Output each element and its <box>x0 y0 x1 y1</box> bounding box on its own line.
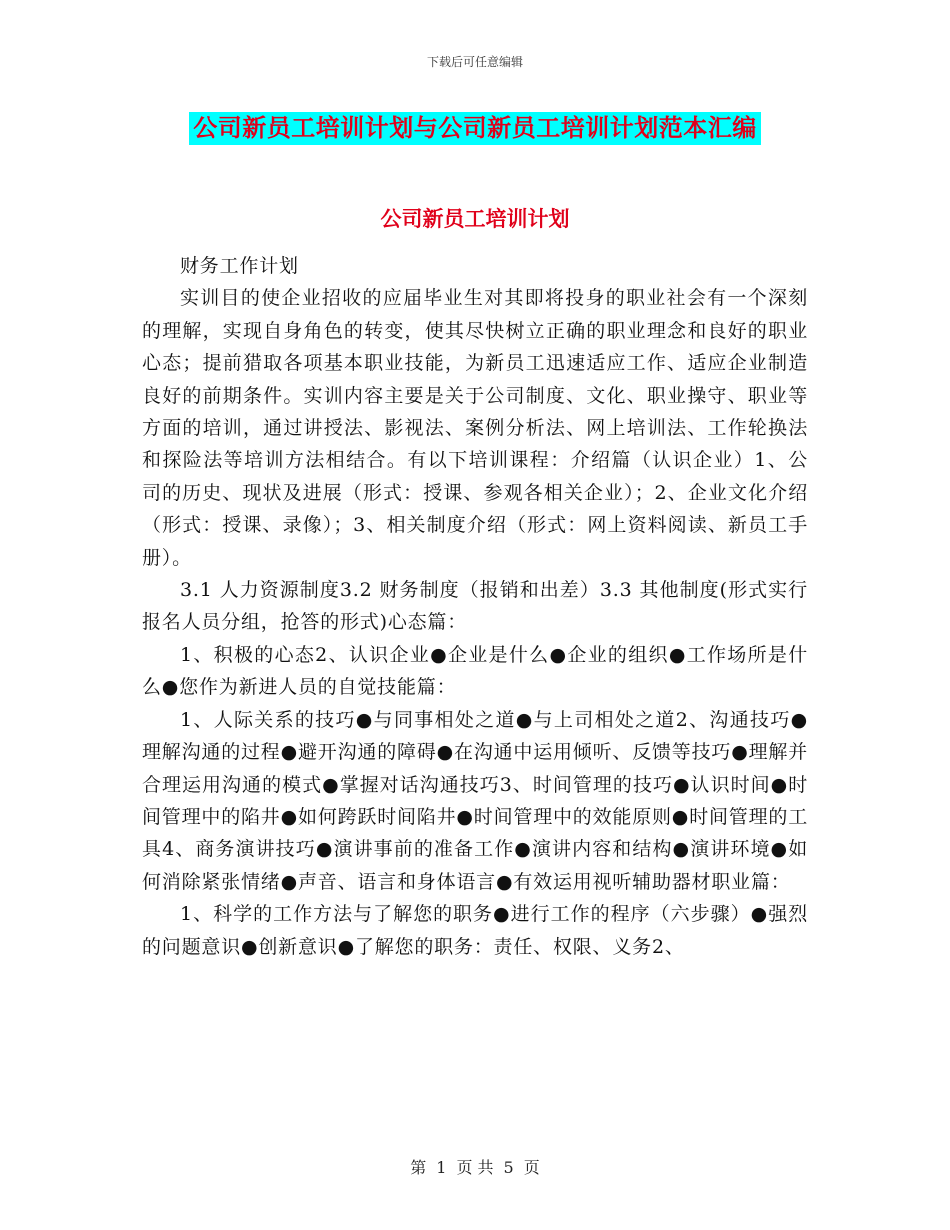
footer-total-pages: 5 <box>503 1158 514 1177</box>
paragraph: 1、积极的心态2、认识企业●企业是什么●企业的组织●工作场所是什么●您作为新进人员的自觉技能篇： <box>142 643 808 699</box>
paragraph: 3.1 人力资源制度3.2 财务制度（报销和出差）3.3 其他制度(形式实行报名人员分组，抢答的形式)心态篇： <box>142 579 808 634</box>
paragraph: 1、人际关系的技巧●与同事相处之道●与上司相处之道2、沟通技巧●理解沟通的过程●避开沟通的障碍●在沟通中运用倾听、反馈等技巧●理解并合理运用沟通的模式●掌握对话沟通技巧3、时间管理的技巧●认识时间●时间管理中的陷井●如何跨跃时间陷井●时间管理中的效能原则●时间管理的工具4、商务演讲技巧●演讲事前的准备工作●演讲内容和结构●演讲环境●如何消除紧张情绪●声音、语言和身体语言●有效运用视听辅助器材职业篇： <box>142 708 808 893</box>
footer-page-number: 1 <box>436 1158 447 1177</box>
section-title: 公司新员工培训计划 <box>380 207 570 231</box>
footer-prefix: 第 <box>410 1158 427 1177</box>
paragraph: 实训目的使企业招收的应届毕业生对其即将投身的职业社会有一个深刻的理解，实现自身角色的转变，使其尽快树立正确的职业理念和良好的职业心态；提前猎取各项基本职业技能，为新员工迅速适应工作、适应企业制造良好的前期条件。实训内容主要是关于公司制度、文化、职业操守、职业等方面的培训，通过讲授法、影视法、案例分析法、网上培训法、工作轮换法和探险法等培训方法相结合。有以下培训课程：介绍篇（认识企业）1、公司的历史、现状及进展（形式：授课、参观各相关企业）；2、企业文化介绍（形式：授课、录像）；3、相关制度介绍（形式：网上资料阅读、新员工手册）。 <box>142 287 808 569</box>
header-note: 下载后可任意编辑 <box>426 55 523 69</box>
page-footer <box>0 1155 950 1178</box>
paragraph: 财务工作计划 <box>180 255 299 277</box>
main-title: 公司新员工培训计划与公司新员工培训计划范本汇编 <box>189 112 761 145</box>
footer-middle: 页 共 <box>456 1158 494 1177</box>
paragraph: 1、科学的工作方法与了解您的职务●进行工作的程序（六步骤）●强烈的问题意识●创新意识●了解您的职务：责任、权限、义务2、 <box>142 903 808 958</box>
footer-suffix: 页 <box>523 1158 540 1177</box>
document-body <box>142 250 808 963</box>
main-title-container <box>0 112 950 145</box>
